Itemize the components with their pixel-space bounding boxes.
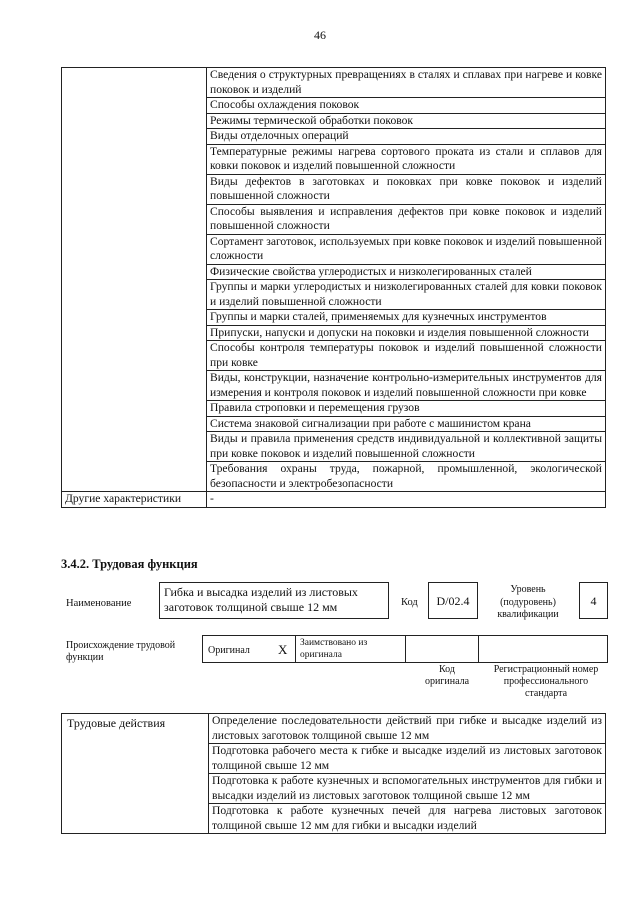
knowledge-item: Сведения о структурных превращениях в сталях и сплавах при нагреве и ковке поковок и изделий <box>207 68 606 98</box>
table-row <box>62 68 606 98</box>
table-row <box>62 714 606 744</box>
action-item: Подготовка к работе кузнечных и вспомогательных инструментов для гибки и высадки изделий из листовых заготовок толщиной свыше 12 мм <box>209 774 606 804</box>
name-label: Наименование <box>66 598 132 609</box>
actions-label: Трудовые действия <box>62 714 209 834</box>
origin-row <box>202 635 608 663</box>
section-title: 3.4.2. Трудовая функция <box>61 557 198 571</box>
code-label: Код <box>401 597 418 608</box>
knowledge-item: Режимы термической обработки поковок <box>207 113 606 129</box>
page-number: 46 <box>314 28 326 42</box>
other-characteristics-label: Другие характеристики <box>62 492 207 508</box>
level-box: 4 <box>579 582 608 619</box>
function-code-box: D/02.4 <box>428 582 478 619</box>
knowledge-item: Припуски, напуски и допуски на поковки и изделия повышенной сложности <box>207 325 606 341</box>
knowledge-item: Виды дефектов в заготовках и поковках при ковке поковок и изделий повышенной сложности <box>207 174 606 204</box>
knowledge-table <box>61 67 606 508</box>
divider <box>478 636 479 662</box>
knowledge-item: Система знаковой сигнализации при работе с машинистом крана <box>207 416 606 432</box>
borrowed-label: Заимствовано из оригинала <box>300 638 368 660</box>
knowledge-item: Температурные режимы нагрева сортового проката из стали и сплавов для ковки поковок и изделий повышенной сложности <box>207 144 606 174</box>
table-row <box>62 492 606 508</box>
knowledge-item: Группы и марки сталей, применяемых для кузнечных инструментов <box>207 310 606 326</box>
other-characteristics-value: - <box>207 492 606 508</box>
level-label: Уровень (подуровень) квалификации <box>497 584 559 620</box>
origin-label: Происхождение трудовой функции <box>66 640 176 663</box>
original-label: Оригинал <box>208 645 250 656</box>
knowledge-item: Виды, конструкции, назначение контрольно-измерительных инструментов для измерения и контроля поковок и изделий повышенной сложности при ковке <box>207 371 606 401</box>
knowledge-item: Виды и правила применения средств индивидуальной и коллективной защиты при ковке поковок и изделий повышенной сложности <box>207 432 606 462</box>
reg-number-caption: Регистрационный номер профессионального стандарта <box>493 664 599 699</box>
action-item: Определение последовательности действий при гибке и высадке изделий из листовых заготовок толщиной свыше 12 мм <box>209 714 606 744</box>
action-item: Подготовка рабочего места к гибке и высадке изделий из листовых заготовок толщиной свыше 12 мм <box>209 744 606 774</box>
knowledge-item: Способы охлаждения поковок <box>207 98 606 114</box>
actions-table <box>61 713 606 834</box>
function-name-box: Гибка и высадка изделий из листовых заготовок толщиной свыше 12 мм <box>159 582 389 619</box>
divider <box>295 636 296 662</box>
knowledge-item: Способы контроля температуры поковок и изделий повышенной сложности при ковке <box>207 341 606 371</box>
knowledge-item: Группы и марки углеродистых и низколегированных сталей для ковки поковок и изделий повышенной сложности <box>207 280 606 310</box>
knowledge-item: Физические свойства углеродистых и низколегированных сталей <box>207 264 606 280</box>
origin-code-caption: Код оригинала <box>424 664 470 687</box>
action-item: Подготовка к работе кузнечных печей для нагрева листовых заготовок толщиной свыше 12 мм для гибки и высадки изделий <box>209 804 606 834</box>
knowledge-item: Сортамент заготовок, используемых при ковке поковок и изделий повышенной сложности <box>207 234 606 264</box>
divider <box>405 636 406 662</box>
knowledge-item: Способы выявления и исправления дефектов при ковке поковок и изделий повышенной сложности <box>207 204 606 234</box>
knowledge-item: Требования охраны труда, пожарной, промышленной, экологической безопасности и электробезопасности <box>207 462 606 492</box>
original-mark: X <box>278 642 288 657</box>
knowledge-item: Правила строповки и перемещения грузов <box>207 401 606 417</box>
knowledge-item: Виды отделочных операций <box>207 129 606 145</box>
knowledge-label-cell <box>62 68 207 492</box>
